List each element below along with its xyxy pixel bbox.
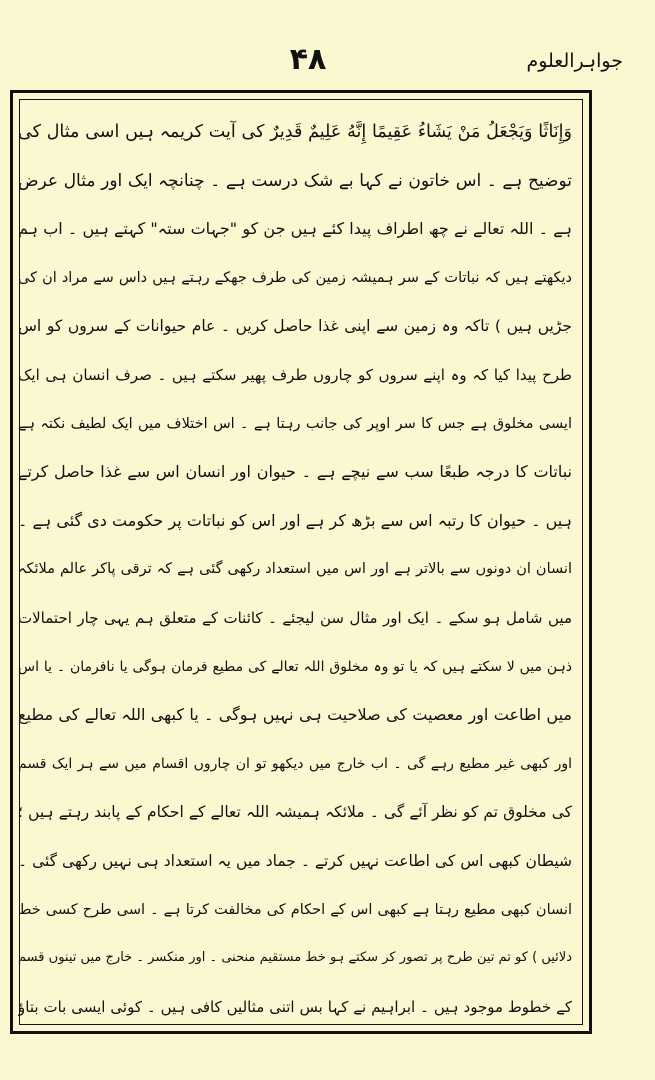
text-line: جڑیں ہیں ) تاکہ وہ زمین سے اپنی غذا حاصل کریں ۔ عام حیوانات کے سروں کو اس xyxy=(18,317,572,336)
text-line: ایسی مخلوق ہے جس کا سر اوپر کی جانب رہتا ہے ۔ اس اختلاف میں ایک لطیف نکتہ ہے xyxy=(18,415,572,432)
running-title: جواہرالعلوم xyxy=(526,50,623,72)
text-line: وَإِنَاثًا وَيَجْعَلُ مَنْ يَشَاءُ عَقِيمًا إِنَّهُ عَلِيمٌ قَدِيرٌ کی آیت کریمہ ہیں اسی مثال کی xyxy=(18,122,572,142)
text-line: انسان ان دونوں سے بالاتر ہے اور اس میں استعداد رکھی گئی ہے کہ ترقی پاکر عالم ملائکہ xyxy=(18,561,572,578)
text-line: اور کبھی غیر مطیع رہے گی ۔ اب خارج میں دیکھو تو ان چاروں اقسام میں سے ہر ایک قسم xyxy=(18,755,572,772)
text-line: طرح پیدا کیا کہ وہ اپنے سروں کو چاروں طرف پھیر سکتے ہیں ۔ صرف انسان ہی ایک xyxy=(18,365,572,384)
text-line: ہے ۔ اللہ تعالے نے چھ اطراف پیدا کئے ہیں جن کو "جہات ستہ" کہتے ہیں ۔ اب ہم xyxy=(18,219,572,239)
page-header xyxy=(0,40,655,90)
text-line: نباتات کا درجہ طبعًا سب سے نیچے ہے ۔ حیوان اور انسان اس سے غذا حاصل کرتے xyxy=(18,462,572,482)
text-line: کے خطوط موجود ہیں ۔ ابراہیم نے کہا بس اتنی مثالیں کافی ہیں ۔ کوئی ایسی بات بتاؤ xyxy=(18,997,572,1016)
text-line: انسان کبھی مطیع رہتا ہے کبھی اس کے احکام کی مخالفت کرتا ہے ۔ اسی طرح کسی خط xyxy=(18,901,572,918)
text-line: میں اطاعت اور معصیت کی صلاحیت ہی نہیں ہوگی ۔ یا کبھی اللہ تعالے کی مطیع xyxy=(18,705,572,725)
text-line: شیطان کبھی اس کی اطاعت نہیں کرتے ۔ جماد میں یہ استعداد ہی نہیں رکھی گئی ۔ xyxy=(18,851,572,870)
page-number: ۴۸ xyxy=(289,42,327,77)
text-line: ہیں ۔ حیوان کا رتبہ اس سے بڑھ کر ہے اور اس کو نباتات پر حکومت دی گئی ہے ۔ xyxy=(18,510,572,530)
text-line: توضیح ہے ۔ اس خاتون نے کہا بے شک درست ہے ۔ چنانچہ ایک اور مثال عرض xyxy=(18,170,572,191)
text-line: میں شامل ہو سکے ۔ ایک اور مثال سن لیجئے ۔ کائنات کے متعلق ہم یہی چار احتمالات xyxy=(18,608,572,627)
body-text xyxy=(18,108,572,1031)
text-line: دلائیں ) کو تم تین طرح پر تصور کر سکتے ہو خط مستقیم منحنی ۔ اور منکسر ۔ خارج میں تینوں قسم xyxy=(18,950,572,966)
text-line: دیکھتے ہیں کہ نباتات کے سر ہمیشہ زمین کی طرف جھکے رہتے ہیں داس سے مراد ان کی xyxy=(18,269,572,286)
text-line: کی مخلوق تم کو نظر آئے گی ۔ ملائکہ ہمیشہ اللہ تعالے کے احکام کے پابند رہتے ہیں ؛ xyxy=(18,803,572,822)
text-line: ذہن میں لا سکتے ہیں کہ یا تو وہ مخلوق اللہ تعالے کی مطیع فرمان ہوگی یا نافرمان ۔ یا اس xyxy=(18,658,572,675)
